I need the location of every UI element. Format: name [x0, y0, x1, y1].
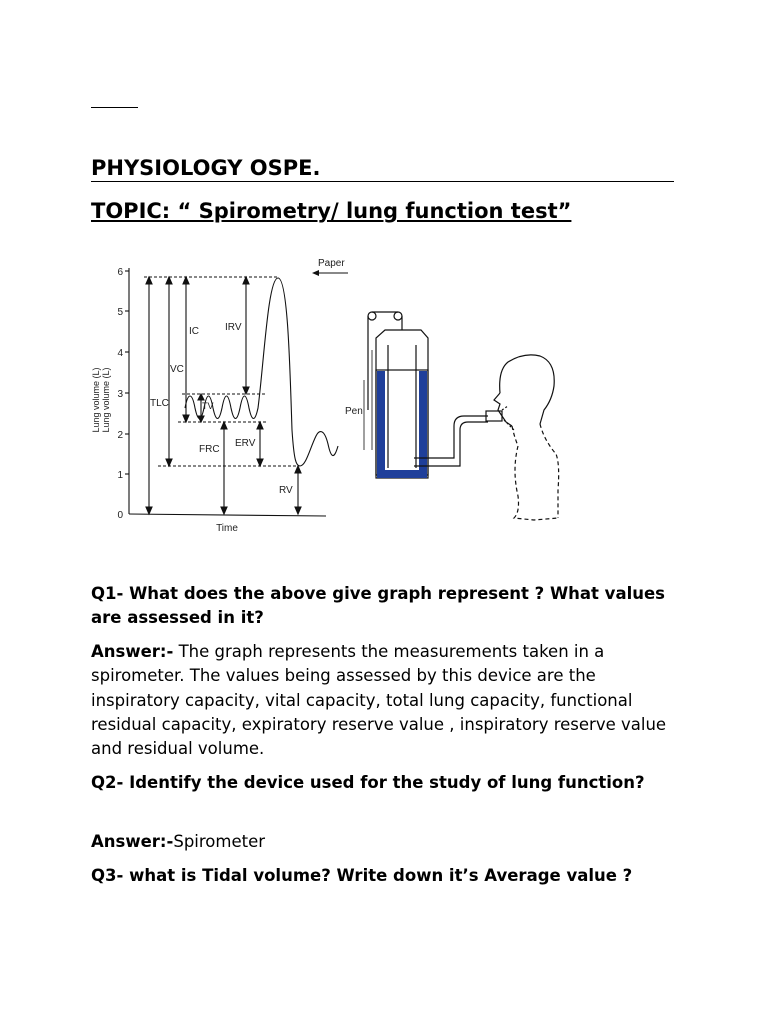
y-axis-label: Lung volume (L): [101, 367, 111, 433]
y-tick-label: 1: [117, 470, 123, 481]
y-tick-label: 5: [117, 307, 123, 318]
paper-arrow: [312, 270, 348, 276]
question-3: Q3- what is Tidal volume? Write down it’s Average value ?: [91, 866, 633, 885]
question-2: Q2- Identify the device used for the study of lung function?: [91, 773, 645, 792]
spirometer-apparatus: [364, 312, 502, 478]
page-topic: TOPIC: “ Spirometry/ lung function test”: [91, 199, 572, 223]
answer-text: The graph represents the measurements taken in a spirometer. The values being assessed by this device are the inspiratory capacity, vital capacity, total lung capacity, functional residual capacity, expiratory reserve value , inspiratory reserve value and residual volume.: [91, 642, 667, 759]
answer-2: [91, 830, 681, 854]
y-tick-label: 4: [117, 348, 123, 359]
label-rv: RV: [279, 485, 293, 496]
person-outline: [494, 355, 559, 520]
answer-text: Spirometer: [173, 832, 266, 851]
answer-label: Answer:-: [91, 832, 174, 851]
spirometry-figure: [88, 250, 568, 540]
page-title: PHYSIOLOGY OSPE.: [91, 155, 674, 182]
question-1: Q1- What does the above give graph represent ? What values are assessed in it?: [91, 584, 665, 627]
y-axis-label: Lung volume (L): [91, 367, 101, 433]
y-tick-label: 3: [117, 389, 123, 400]
answer-label: Answer:-: [91, 642, 174, 661]
y-tick-label: 6: [117, 267, 123, 278]
label-tlc: TLC: [150, 398, 169, 409]
top-rule: [91, 107, 138, 108]
y-tick-label: 2: [117, 430, 123, 441]
label-tv: TV: [202, 401, 214, 411]
pen-label: Pen: [345, 406, 363, 417]
label-irv: IRV: [225, 322, 242, 333]
paper-label: Paper: [318, 258, 345, 269]
y-tick-label: 0: [117, 510, 123, 521]
spirogram-chart: [125, 268, 338, 516]
label-erv: ERV: [235, 438, 256, 449]
answer-1: [91, 640, 681, 761]
x-axis-label: Time: [216, 523, 238, 534]
label-frc: FRC: [199, 444, 220, 455]
label-vc: VC: [170, 364, 184, 375]
label-ic: IC: [189, 326, 199, 337]
